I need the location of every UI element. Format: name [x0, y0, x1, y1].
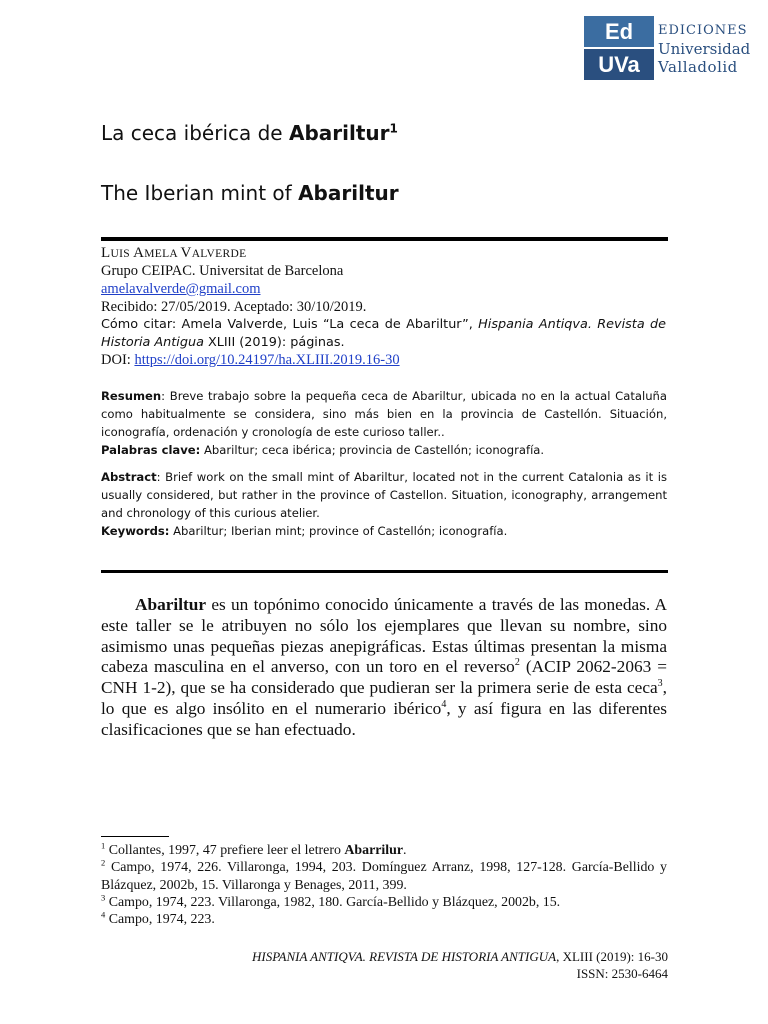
footnote-mark: 2 — [101, 857, 106, 868]
footnote-text: Collantes, 1997, 47 prefiere leer el letrero — [105, 843, 345, 858]
footnote-3 — [101, 894, 667, 911]
resumen-paragraph — [101, 387, 667, 459]
body-text-3: , lo que es algo insólito en el numerario ibérico — [101, 678, 667, 718]
footnote-1 — [101, 842, 667, 859]
author-smallcaps-1: UIS — [110, 248, 134, 260]
citation-suffix: XLIII (2019): páginas. — [203, 335, 345, 350]
footnote-text: Campo, 1974, 223. — [105, 912, 215, 928]
resumen-label: Resumen — [101, 389, 162, 403]
footnote-ref-4[interactable]: 4 — [441, 699, 447, 711]
author-email-line — [101, 280, 261, 298]
received-dates: Recibido: 27/05/2019. Aceptado: 30/10/2019. — [101, 299, 367, 315]
logo-line-2: Universidad — [658, 40, 751, 58]
palabras-clave-text: Abariltur; ceca ibérica; provincia de Castellón; iconografía. — [200, 443, 545, 457]
title-english — [101, 181, 399, 205]
author-smallcaps-2: MELA — [144, 248, 181, 260]
body-paragraph — [101, 595, 667, 741]
footer-journal — [252, 949, 668, 965]
footer-issue: , XLIII (2019): 16-30 — [556, 949, 668, 964]
footnote-mark: 4 — [101, 909, 106, 920]
title-spanish-text: La ceca ibérica de — [101, 121, 289, 145]
footnote-tail: . — [403, 843, 407, 858]
abstract-paragraph — [101, 468, 667, 540]
abstract-label: Abstract — [101, 470, 157, 484]
citation-journal: Hispania Antiqva. Revista de Historia Antigua — [101, 317, 667, 350]
footnote-text: Campo, 1974, 226. Villaronga, 1994, 203. Domínguez Arranz, 1998, 127-128. García-Bellido y Blázquez, 2002b, 15. Villaronga y Benages, 2011, 399. — [101, 860, 667, 893]
author-smallcaps-3: ALVERDE — [191, 248, 247, 260]
logo-line-3: Valladolid — [658, 58, 738, 76]
title-spanish — [101, 121, 398, 145]
footnote-mark: 1 — [101, 840, 106, 851]
title-spanish-bold: Abariltur — [288, 121, 390, 145]
title-english-text: The Iberian mint of — [101, 181, 299, 205]
footer-journal-name: HISPANIA ANTIQVA. REVISTA DE HISTORIA ANTIGUA — [252, 949, 557, 964]
footnote-4 — [101, 911, 667, 928]
author-affiliation: Grupo CEIPAC. Universitat de Barcelona — [101, 263, 344, 279]
author-initial-1: L — [101, 245, 111, 261]
author-email-link[interactable]: amelavalverde@gmail.com — [101, 281, 261, 297]
title-english-bold: Abariltur — [298, 181, 399, 205]
footnote-bold-term: Abarrilur — [344, 843, 404, 858]
title-footnote-mark[interactable]: 1 — [389, 121, 398, 136]
abstract-text: : Brief work on the small mint of Abariltur, located not in the current Catalonia as it is usually considered, but rather in the province of Castellon. Situation, iconography, arrangement and chronology of this curious atelier. — [101, 470, 667, 520]
header-rule — [101, 237, 668, 241]
body-lead-term: Abariltur — [135, 595, 207, 614]
palabras-clave-label: Palabras clave: — [101, 443, 201, 457]
footnote-rule — [101, 836, 169, 837]
body-text-4: , y así figura en las diferentes clasificaciones que se han efectuado. — [101, 698, 667, 739]
logo-badge-top: Ed — [584, 16, 654, 47]
footnote-text: Campo, 1974, 223. Villaronga, 1982, 180. García-Bellido y Blázquez, 2002b, 15. — [105, 894, 561, 910]
doi-line — [101, 351, 400, 369]
author-initial-3: V — [180, 245, 192, 261]
footnote-ref-2[interactable]: 2 — [514, 657, 520, 669]
footnote-ref-3[interactable]: 3 — [657, 678, 663, 690]
body-text-2: (ACIP 2062-2063 = CNH 1-2), que se ha considerado que pudieran ser la primera serie de esta ceca — [101, 657, 668, 698]
author-initial-2: A — [133, 245, 145, 261]
footnotes — [101, 842, 667, 928]
doi-link[interactable]: https://doi.org/10.24197/ha.XLIII.2019.16-30 — [134, 352, 400, 368]
section-rule — [101, 570, 668, 573]
doi-label: DOI: — [101, 352, 135, 368]
publisher-logo — [584, 16, 752, 80]
footer-issn: ISSN: 2530-6464 — [576, 966, 668, 981]
footnote-mark: 3 — [101, 892, 106, 903]
citation — [101, 316, 666, 352]
body-text-1: es un topónimo conocido únicamente a través de las monedas. A este taller se le atribuyen no sólo los ejemplares que llevan su nombre, sino asimismo unas pequeñas piezas anepigráficas. Estas últimas presentan la misma cabeza masculina en el anverso, con un toro en el reverso — [101, 595, 667, 677]
citation-prefix: Cómo citar: Amela Valverde, Luis “La ceca de Abariltur”, — [101, 317, 479, 332]
logo-line-1: EDICIONES — [658, 23, 748, 38]
keywords-text: Abariltur; Iberian mint; province of Castellón; iconografía. — [169, 524, 508, 538]
footnote-2 — [101, 859, 667, 894]
author-name — [101, 244, 246, 263]
logo-badge-bottom: UVa — [584, 49, 654, 80]
resumen-text: : Breve trabajo sobre la pequeña ceca de Abariltur, ubicada no en la actual Cataluña como habitualmente se considera, sino más bien en la provincia de Castellón. Situación, iconografía, ordenación y cronología de este curioso taller.. — [101, 389, 667, 439]
keywords-label: Keywords: — [101, 524, 170, 538]
